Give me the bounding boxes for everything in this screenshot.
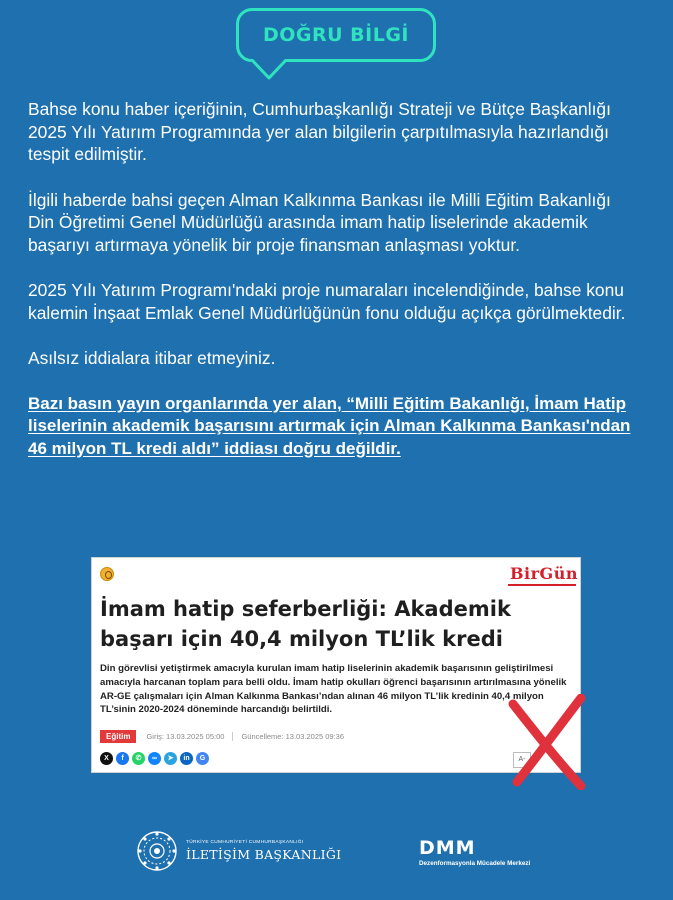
dmm-logo <box>419 838 530 867</box>
verdict-badge <box>236 8 436 62</box>
category-tag: Eğitim <box>100 730 136 743</box>
birgun-logo: BirGün <box>510 564 578 583</box>
badge-tail-icon <box>250 59 290 81</box>
paragraph-3: 2025 Yılı Yatırım Programı'ndaki proje numaraları incelendiğinde, bahse konu kalemin İnşaat Emlak Genel Müdürlüğünün fonu olduğu açıkça görülmektedir. <box>28 280 626 323</box>
org-name: İLETİŞİM BAŞKANLIĞI <box>186 847 342 862</box>
news-summary: Din görevlisi yetiştirmek amacıyla kurulan imam hatip liselerinin akademik başarısının geliştirilmesi amacıyla harcanan toplam para belli oldu. İmam hatip okulları öğrenci başarısının artırılmasına yönelik AR-GE çalışmaları için Alman Kalkınma Bankası’ndan alınan 46 milyon TL’lik kredinin 40,4 milyon TL’sinin 2020-2024 döneminde harcandığı belirtildi. <box>100 663 567 716</box>
paragraph-1: Bahse konu haber içeriğinin, Cumhurbaşkanlığı Strateji ve Bütçe Başkanlığı 2025 Yılı Yatırım Programında yer alan bilgilerin çarpıtılmasıyla hazırlandığı tespit edilmiştir. <box>28 99 611 164</box>
logo-underline <box>508 584 576 586</box>
paragraph-2: İlgili haberde bahsi geçen Alman Kalkınma Bankası ile Milli Eğitim Bakanlığı Din Öğretimi Genel Müdürlüğü arasında imam hatip liselerinde akademik başarıyı artırmaya yönelik bir proje finansman anlaşması yoktur. <box>28 189 611 255</box>
font-size-button: A- <box>513 752 531 768</box>
facebook-share-icon: f <box>116 752 129 765</box>
paragraph-4: Asılsız iddialara itibar etmeyiniz. <box>28 348 276 368</box>
bluesky-share-icon: ∞ <box>148 752 161 765</box>
verdict-badge-label: DOĞRU BİLGİ <box>262 24 409 46</box>
card-header <box>92 558 580 586</box>
dmm-wordmark: DMM <box>419 837 476 859</box>
google-news-share-icon: G <box>196 752 209 765</box>
published-date: Giriş: 13.03.2025 05:00 <box>146 731 225 741</box>
article-text <box>28 98 640 483</box>
presidential-seal-icon <box>136 830 178 872</box>
telegram-share-icon: ➤ <box>164 752 177 765</box>
meta-divider <box>232 732 233 741</box>
news-meta <box>100 728 344 744</box>
site-badge-icon <box>100 567 114 581</box>
false-cross-icon <box>505 694 587 790</box>
org-caption: TÜRKİYE CUMHURİYETİ CUMHURBAŞKANLIĞI <box>186 840 304 845</box>
claim-statement: Bazı basın yayın organlarında yer alan, “Milli Eğitim Bakanlığı, İmam Hatip liselerinin akademik başarısını artırmak için Alman Kalkınma Bankası'ndan 46 milyon TL kredi aldı” iddiası doğru değildir. <box>28 393 631 458</box>
news-headline: İmam hatip seferberliği: Akademik başarı için 40,4 milyon TL’lik kredi <box>100 597 511 651</box>
x-share-icon: X <box>100 752 113 765</box>
linkedin-share-icon: in <box>180 752 193 765</box>
share-bar <box>100 752 212 765</box>
updated-date: Güncelleme: 13.03.2025 09:36 <box>241 731 345 741</box>
iletisim-baskanligi-logo <box>136 828 341 874</box>
whatsapp-share-icon: ✆ <box>132 752 145 765</box>
dmm-full-name: Dezenformasyonla Mücadele Merkezi <box>419 860 531 867</box>
